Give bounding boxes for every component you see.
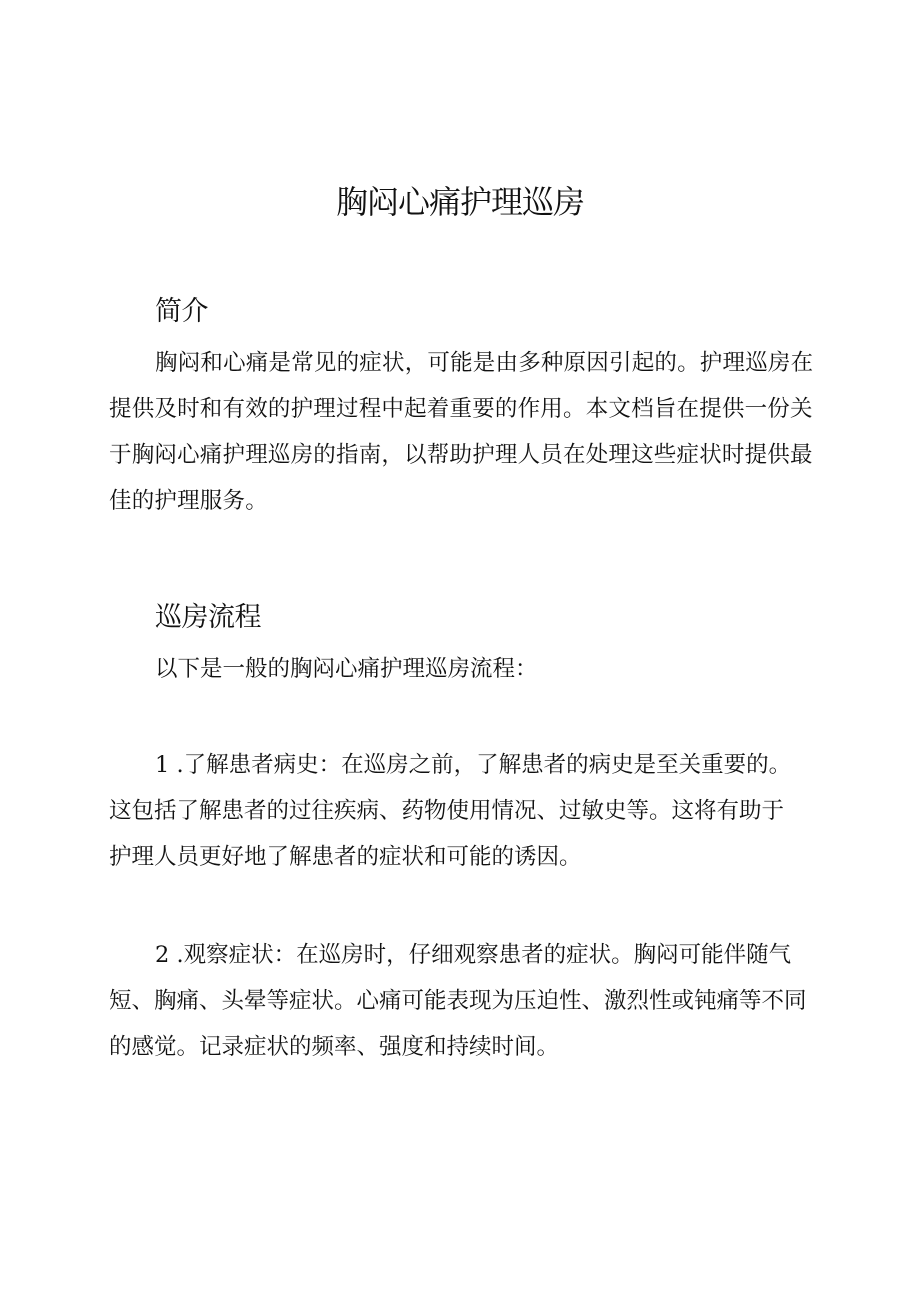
step-1-line-1: 1 .了解患者病史：在巡房之前，了解患者的病史是至关重要的。 [155, 752, 792, 778]
process-intro: 以下是一般的胸闷心痛护理巡房流程： [155, 656, 538, 682]
step-2-line-3: 的感觉。记录症状的频率、强度和持续时间。 [109, 1034, 560, 1060]
section-heading-intro: 简介 [155, 296, 208, 327]
intro-paragraph: 胸闷和心痛是常见的症状，可能是由多种原因引起的。护理巡房在提供及时和有效的护理过程中起着重要的作用。本文档旨在提供一份关于胸闷心痛护理巡房的指南，以帮助护理人员在处理这些症状时提供最佳的护理服务。 [109, 350, 814, 514]
document-title: 胸闷心痛护理巡房 [335, 183, 584, 221]
section-heading-process: 巡房流程 [155, 602, 261, 633]
step-1-line-3: 护理人员更好地了解患者的症状和可能的诱因。 [109, 844, 582, 870]
step-2-line-1: 2 .观察症状：在巡房时，仔细观察患者的症状。胸闷可能伴随气 [155, 942, 792, 968]
step-2-line-2: 短、胸痛、头晕等症状。心痛可能表现为压迫性、激烈性或钝痛等不同 [109, 988, 807, 1014]
step-1-line-2: 这包括了解患者的过往疾病、药物使用情况、过敏史等。这将有助于 [109, 798, 785, 824]
